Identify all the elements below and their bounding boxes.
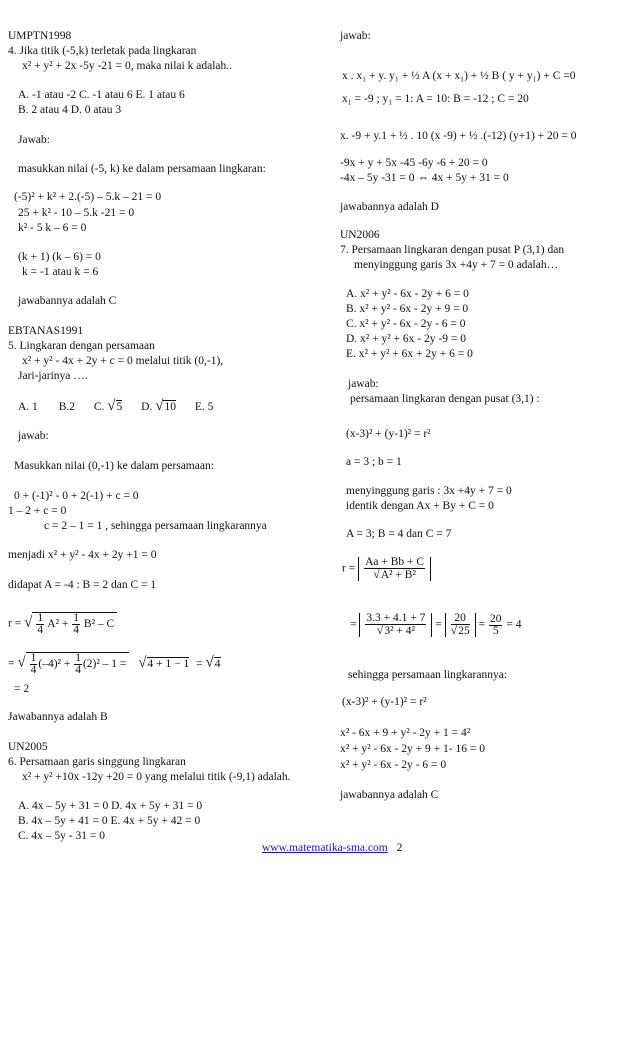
q5-opt-a: A. 1 bbox=[18, 401, 38, 413]
sqrt-icon: √ bbox=[205, 654, 214, 671]
q5-radius-formula bbox=[8, 612, 117, 636]
q5-options bbox=[18, 400, 213, 414]
q7-tangent2: identik dengan Ax + By + C = 0 bbox=[346, 500, 494, 512]
q6-jawab: jawab: bbox=[340, 30, 371, 42]
q4-options-row1: A. -1 atau -2 C. -1 atau 6 E. 1 atau 6 bbox=[18, 89, 185, 101]
q6-calc3: -4x – 5y -31 = 0 ⇔ 4x + 5y + 31 = 0 bbox=[340, 172, 509, 184]
f1-numerator: 3.3 + 4.1 + 7 bbox=[366, 612, 426, 624]
calc-radicand: $\frac{1}{4}$ (–4)² + $\frac{1}{4}$ (2)² – 1 = bbox=[26, 652, 130, 676]
q4-question: 4. Jika titik (-5,k) terletak pada lingkaran bbox=[8, 45, 197, 57]
sqrt-icon: √ bbox=[107, 398, 116, 414]
q6-calc2: -9x + y + 5x -45 -6y -6 + 20 = 0 bbox=[340, 157, 488, 169]
sqrt-icon: √ bbox=[24, 614, 33, 631]
q6-question: 6. Persamaan garis singgung lingkaran bbox=[8, 756, 186, 768]
q5-jawab: jawab: bbox=[18, 430, 49, 442]
sqrt-icon: √ bbox=[138, 654, 147, 671]
r-label: r = bbox=[8, 617, 22, 630]
f3-denominator: 5 bbox=[492, 624, 499, 637]
q5-equation: x² + y² - 4x + 2y + c = 0 melalui titik (0,-1), bbox=[22, 355, 224, 367]
q6-options-row3: C. 4x – 5y - 31 = 0 bbox=[18, 830, 105, 842]
q6-answer: jawabannya adalah D bbox=[340, 201, 439, 213]
q5-line3: Jari-jarinya …. bbox=[18, 370, 88, 382]
f2-numerator: 20 bbox=[451, 613, 470, 625]
sqrt-icon: √ bbox=[376, 623, 384, 637]
f1-denominator: 3² + 4² bbox=[384, 625, 415, 637]
q5-calc1: 0 + (-1)² - 0 + 2(-1) + c = 0 bbox=[14, 490, 139, 502]
q6-calc1: x. -9 + y.1 + ½ . 10 (x -9) + ½ .(-12) (y+1) + 20 = 0 bbox=[340, 130, 577, 142]
q7-exp2: x² + y² - 6x - 2y + 9 + 1- 16 = 0 bbox=[340, 743, 485, 755]
q7-exp3: x² + y² - 6x - 2y - 6 = 0 bbox=[340, 759, 447, 771]
row-sqrt1: 4 + 1 − 1 bbox=[147, 657, 190, 670]
q7-conclude: sehingga persamaan lingkarannya: bbox=[348, 669, 508, 681]
q7-step1: persamaan lingkaran dengan pusat (3,1) : bbox=[350, 393, 540, 405]
row-sqrt2: 4 bbox=[214, 657, 221, 670]
q5-result: = 2 bbox=[14, 683, 30, 695]
q5-answer: Jawabannya adalah B bbox=[8, 711, 108, 723]
q5-calc2: 1 – 2 + c = 0 bbox=[8, 505, 67, 517]
q4-step1: masukkan nilai (-5, k) ke dalam persamaan lingkaran: bbox=[18, 163, 266, 175]
q5-opt-d: D. bbox=[141, 401, 153, 413]
q5-calc5: didapat A = -4 : B = 2 dan C = 1 bbox=[8, 579, 157, 591]
q6-source: UN2005 bbox=[8, 741, 48, 753]
sqrt-icon: √ bbox=[373, 567, 380, 581]
q4-jawab: Jawab: bbox=[18, 134, 50, 146]
row-eq: = bbox=[8, 657, 15, 670]
q7-question: 7. Persamaan lingkaran dengan pusat P (3,1) dan bbox=[340, 244, 565, 256]
q4-calc5: k = -1 atau k = 6 bbox=[22, 266, 99, 278]
q5-opt-c: C. bbox=[93, 401, 105, 413]
q6-values: x₁ = -9 ; y₁ = 1: A = 10: B = -12 ; C = 20 bbox=[342, 93, 529, 105]
final-value: = 4 bbox=[506, 618, 522, 631]
f2-denominator: 25 bbox=[458, 625, 470, 637]
q4-calc2: 25 + k² - 10 – 5.k -21 = 0 bbox=[18, 207, 135, 219]
q5-step1: Masukkan nilai (0,-1) ke dalam persamaan: bbox=[14, 460, 214, 472]
r-label: r = bbox=[342, 562, 356, 575]
r-numerator: Aa + Bb + C bbox=[365, 556, 425, 568]
q5-calc4: menjadi x² + y² - 4x + 2y +1 = 0 bbox=[8, 549, 157, 561]
radius-radicand: $\frac{1}{4}$ A² + $\frac{1}{4}$ B² – C bbox=[32, 612, 117, 636]
q7-option-c: C. x² + y² - 6x - 2y - 6 = 0 bbox=[346, 318, 466, 330]
q5-source: EBTANAS1991 bbox=[8, 325, 84, 337]
sqrt-icon: √ bbox=[17, 654, 26, 671]
page-footer bbox=[262, 842, 402, 854]
q5-question: 5. Lingkaran dengan persamaan bbox=[8, 340, 155, 352]
sqrt-icon: √ bbox=[450, 623, 458, 637]
q7-circle: (x-3)² + (y-1)² = r² bbox=[346, 428, 431, 440]
q6-formula: x . x₁ + y. y₁ + ½ A (x + x₁) + ½ B ( y + y₁) + C =0 bbox=[342, 70, 576, 82]
q7-radius-calc bbox=[350, 613, 521, 637]
q7-question2: menyinggung garis 3x +4y + 7 = 0 adalah… bbox=[354, 259, 559, 271]
q6-options-row1: A. 4x – 5y + 31 = 0 D. 4x + 5y + 31 = 0 bbox=[18, 800, 203, 812]
q7-radius-formula bbox=[342, 557, 431, 581]
q6-options-row2: B. 4x – 5y + 41 = 0 E. 4x + 5y + 42 = 0 bbox=[18, 815, 201, 827]
sqrt-icon: √ bbox=[155, 398, 164, 414]
q7-option-e: E. x² + y² + 6x + 2y + 6 = 0 bbox=[346, 348, 473, 360]
r-denominator: A² + B² bbox=[380, 569, 416, 581]
q4-calc4: (k + 1) (k – 6) = 0 bbox=[18, 251, 101, 263]
q4-equation: x² + y² + 2x -5y -21 = 0, maka nilai k adalah.. bbox=[22, 60, 232, 72]
q4-calc3: k² - 5 k – 6 = 0 bbox=[18, 222, 87, 234]
q5-opt-b: B.2 bbox=[58, 401, 75, 413]
q6-equation: x² + y² +10x -12y +20 = 0 yang melalui titik (-9,1) adalah. bbox=[22, 771, 291, 783]
q4-calc1: (-5)² + k² + 2.(-5) – 5.k – 21 = 0 bbox=[14, 191, 162, 203]
eq-sign: = bbox=[478, 618, 486, 631]
q7-jawab: jawab: bbox=[348, 378, 379, 390]
q7-tangent1: menyinggung garis : 3x +4y + 7 = 0 bbox=[346, 485, 512, 497]
q7-option-a: A. x² + y² - 6x - 2y + 6 = 0 bbox=[346, 288, 469, 300]
q7-exp1: x² - 6x + 9 + y² - 2y + 1 = 4² bbox=[340, 727, 471, 739]
q4-answer: jawabannya adalah C bbox=[18, 295, 117, 307]
site-link[interactable]: www.matematika-sma.com bbox=[262, 842, 388, 854]
eq-sign: = bbox=[350, 618, 357, 631]
f3-numerator: 20 bbox=[489, 612, 502, 625]
q7-abc: A = 3; B = 4 dan C = 7 bbox=[346, 528, 452, 540]
page-number: 2 bbox=[396, 842, 403, 854]
q5-radius-calc bbox=[8, 652, 221, 676]
q7-ab: a = 3 ; b = 1 bbox=[346, 456, 402, 468]
q5-opt-d-value: 10 bbox=[164, 401, 176, 413]
row-tail1: (–4)² + bbox=[38, 658, 71, 671]
q5-opt-c-value: 5 bbox=[116, 401, 123, 413]
row-tail2: (2)² – 1 = bbox=[82, 658, 127, 671]
row-eq2: = bbox=[196, 657, 203, 670]
q7-answer: jawabannya adalah C bbox=[340, 789, 439, 801]
eq-sign: = bbox=[435, 618, 442, 631]
q4-source: UMPTN1998 bbox=[8, 30, 72, 42]
q7-option-b: B. x² + y² - 6x - 2y + 9 = 0 bbox=[346, 303, 469, 315]
q4-options-row2: B. 2 atau 4 D. 0 atau 3 bbox=[18, 104, 122, 116]
q5-calc3: c = 2 – 1 = 1 , sehingga persamaan lingkarannya bbox=[44, 520, 267, 532]
q7-circle2: (x-3)² + (y-1)² = r² bbox=[342, 696, 427, 708]
q5-opt-e: E. 5 bbox=[194, 401, 214, 413]
q7-option-d: D. x² + y² + 6x - 2y -9 = 0 bbox=[346, 333, 466, 345]
q7-source: UN2006 bbox=[340, 229, 380, 241]
r-tail: B² – C bbox=[83, 618, 115, 631]
